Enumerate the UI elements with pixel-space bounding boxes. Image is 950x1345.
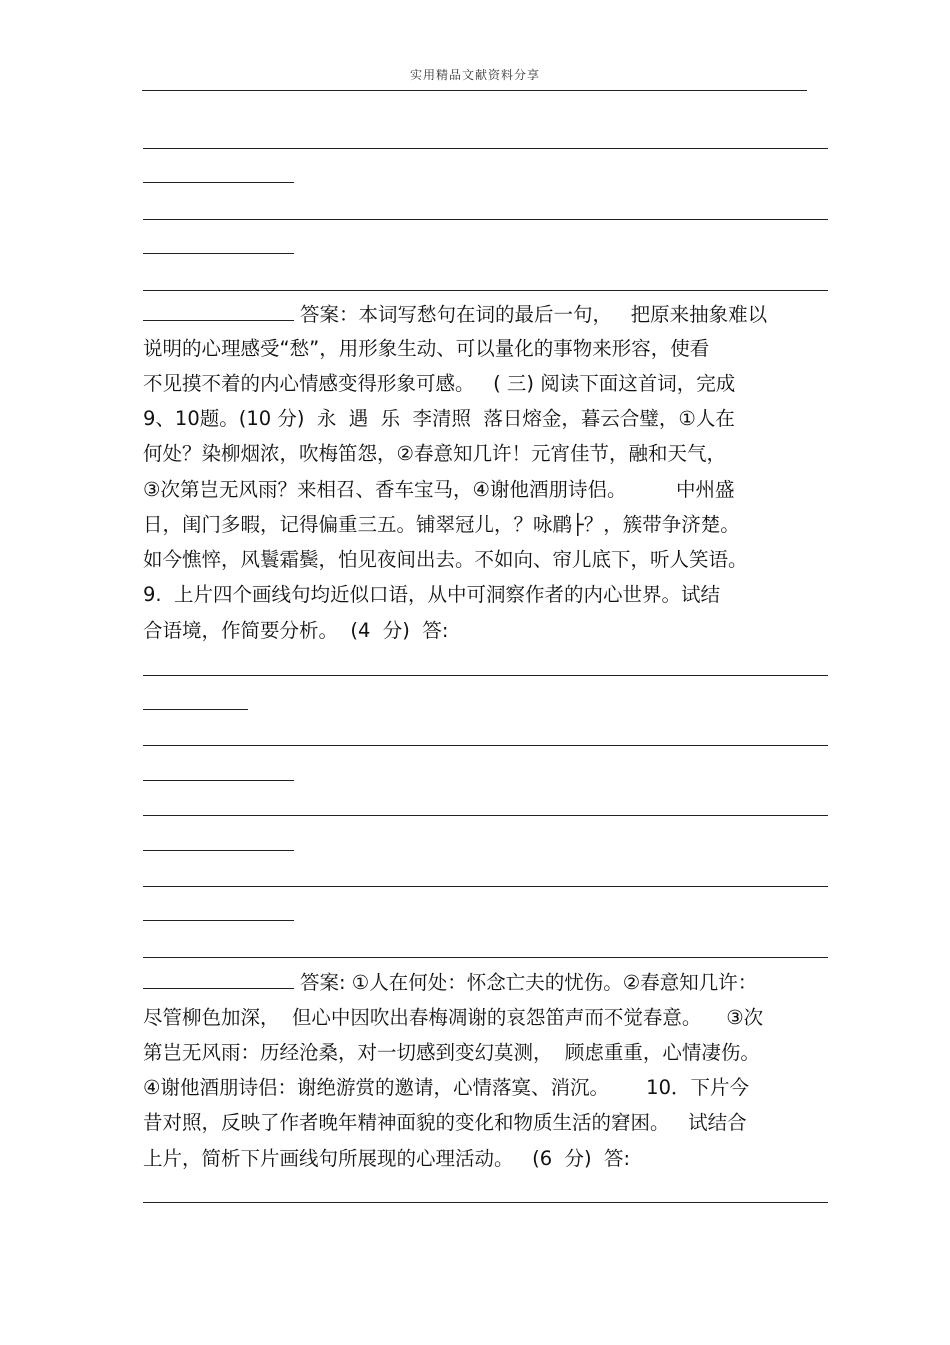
- answer-blank-lead[interactable]: [143, 302, 294, 321]
- answer-blank-line[interactable]: [143, 815, 828, 816]
- text-line: 第岂无风雨：历经沧桑，对一切感到变幻莫测， 顾虑重重，心情凄伤。: [143, 1041, 760, 1064]
- text-line: 日，闺门多暇，记得偏重三五。铺翠冠儿，？咏鹛├？，簇带争济楚。: [143, 513, 740, 536]
- answer-blank-line[interactable]: [143, 675, 828, 676]
- question-10: 昔对照，反映了作者晚年精神面貌的变化和物质生活的窘困。 试结合: [143, 1111, 747, 1134]
- answer-blank-lead[interactable]: [143, 970, 294, 989]
- answer-blank-line[interactable]: [143, 886, 828, 887]
- answer-blank-line[interactable]: [143, 290, 828, 291]
- answer-blank-line[interactable]: [143, 850, 294, 851]
- text-line: 如今憔悴，风鬟霜鬓，怕见夜间出去。不如向、帘儿底下，听人笑语。: [143, 548, 748, 571]
- text-line: 9、10题。(10 分) 永 遇 乐 李清照 落日熔金，暮云合璧，①人在: [143, 407, 735, 430]
- text-line: ④谢他酒朋诗侣：谢绝游赏的邀请，心情落寞、消沉。 10．下片今: [143, 1076, 749, 1099]
- question-9: 9. 上片四个画线句均近似口语，从中可洞察作者的内心世界。试结: [143, 583, 721, 606]
- text-line: 不见摸不着的内心情感变得形象可感。 ( 三) 阅读下面这首词，完成: [143, 372, 736, 395]
- answer-blank-line[interactable]: [143, 253, 294, 254]
- text-line: ③次第岂无风雨？来相召、香车宝马，④谢他酒朋诗侣。 中州盛: [143, 478, 735, 501]
- header-title: 实用精品文献资料分享: [409, 68, 540, 82]
- answer-blank-line[interactable]: [143, 219, 828, 220]
- text-line: 尽管柳色加深， 但心中因吹出春梅凋谢的哀怨笛声而不觉春意。 ③次: [143, 1006, 764, 1029]
- answer-text: 答案: ①人在何处：怀念亡夫的忧伤。②春意知几许：: [300, 971, 758, 994]
- text-line: 说明的心理感受“愁”，用形象生动、可以量化的事物来形容，使看: [143, 337, 710, 360]
- answer-blank-line[interactable]: [143, 920, 294, 921]
- text-line: 何处？染柳烟浓，吹梅笛怨，②春意知几许！元宵佳节，融和天气，: [143, 442, 726, 465]
- header-rule: [142, 90, 807, 91]
- answer-blank-line[interactable]: [143, 957, 828, 958]
- answer-blank-line[interactable]: [143, 182, 294, 183]
- question-10-prompt: 上片，简析下片画线句所展现的心理活动。 (6 分) 答:: [143, 1147, 631, 1170]
- answer-blank-line[interactable]: [143, 745, 828, 746]
- answer-text: 答案：本词写愁句在词的最后一句， 把原来抽象难以: [300, 303, 768, 326]
- question-9-prompt: 合语境，作简要分析。 (4 分) 答:: [143, 619, 449, 642]
- answer-blank-line[interactable]: [143, 780, 294, 781]
- answer-line-1: [143, 302, 767, 327]
- answer-blank-line[interactable]: [143, 148, 828, 149]
- answer-blank-line[interactable]: [143, 709, 248, 710]
- answer-blank-line[interactable]: [143, 1202, 828, 1203]
- answer-line-2: [143, 970, 757, 995]
